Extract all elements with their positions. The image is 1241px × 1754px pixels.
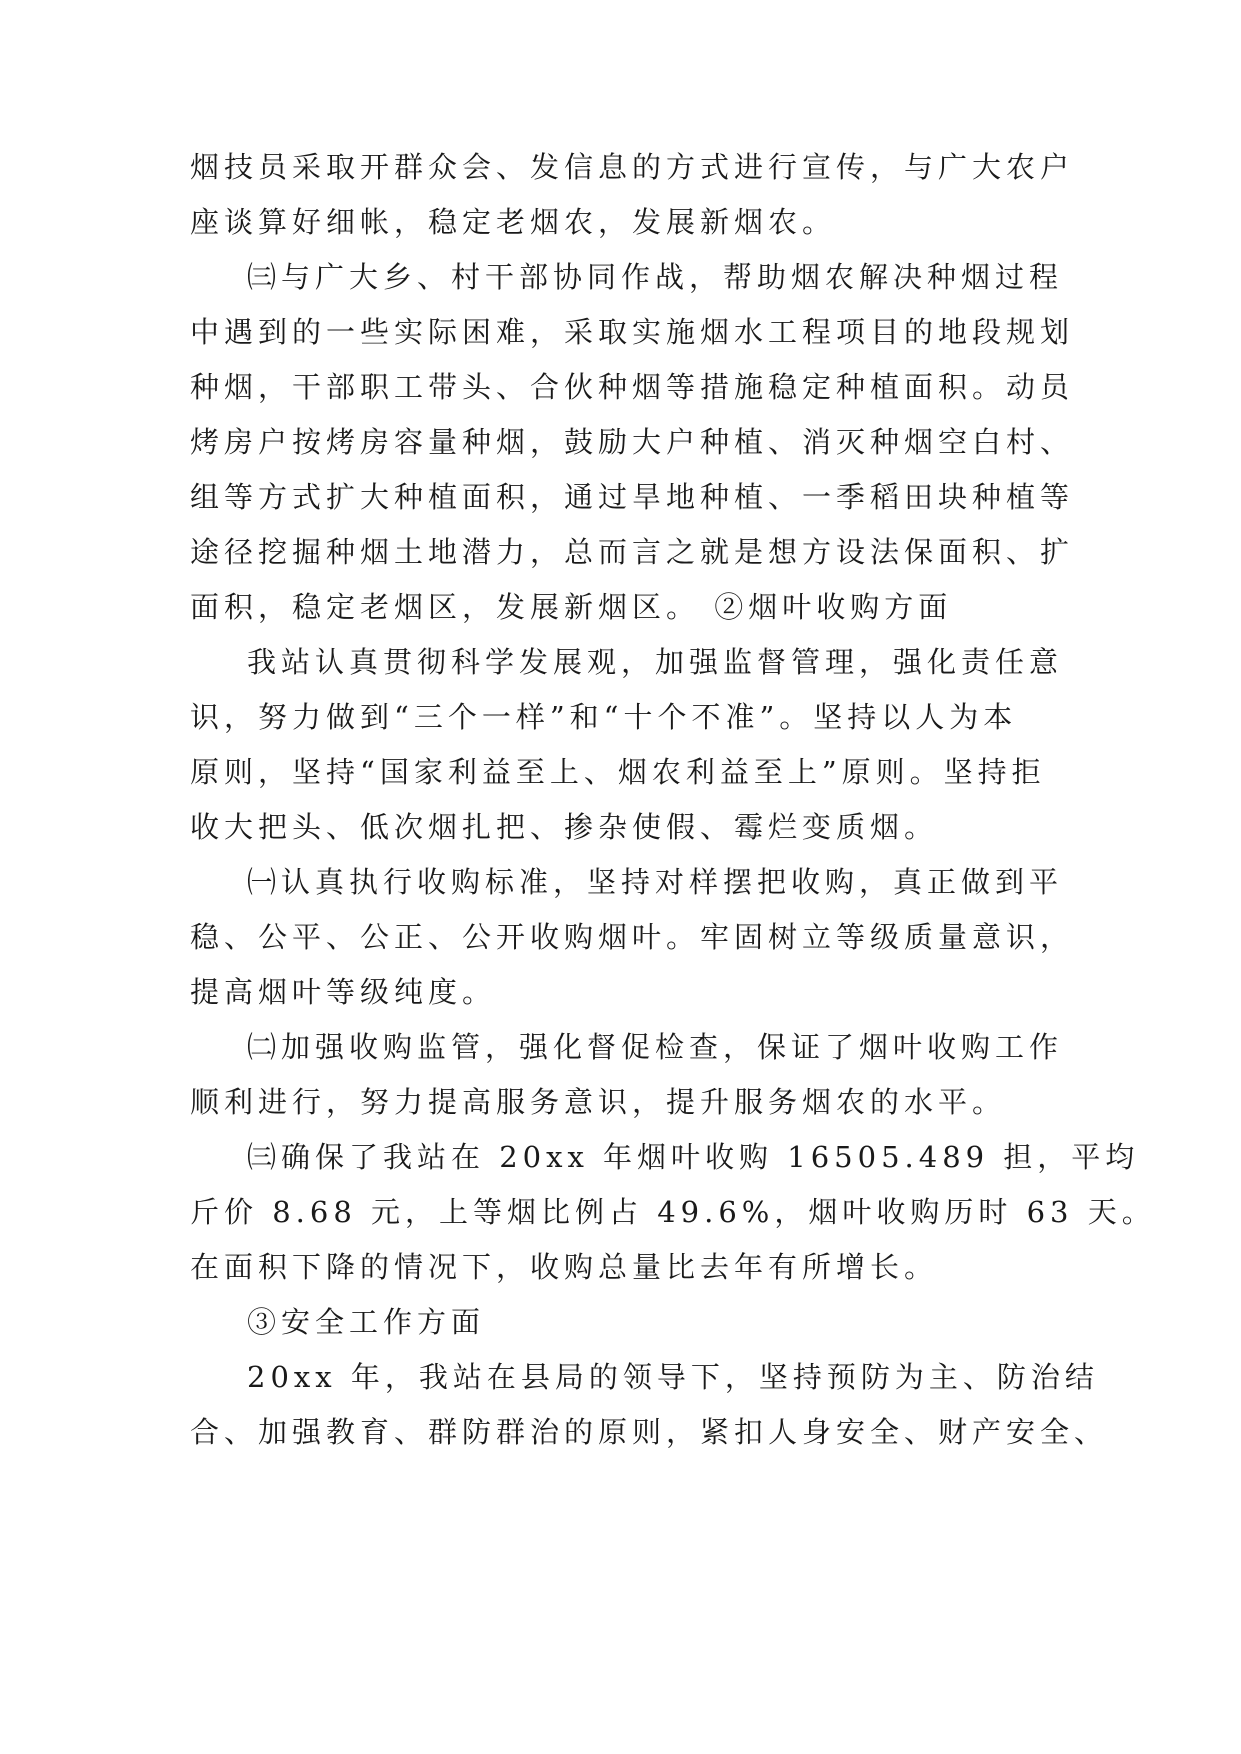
text-line: ㈠认真执行收购标准，坚持对样摆把收购，真正做到平 (247, 865, 1064, 899)
text-line: 20xx 年，我站在县局的领导下，坚持预防为主、防治结 (247, 1360, 1099, 1394)
text-line: ㈡加强收购监管，强化督促检查，保证了烟叶收购工作 (247, 1030, 1064, 1064)
text-line: 面积，稳定老烟区，发展新烟区。 ②烟叶收购方面 (190, 590, 953, 624)
text-line: 中遇到的一些实际困难，采取实施烟水工程项目的地段规划 (190, 315, 1075, 349)
text-line: ㈢确保了我站在 20xx 年烟叶收购 16505.489 担，平均 (247, 1140, 1140, 1174)
text-line: 收大把头、低次烟扎把、掺杂使假、霉烂变质烟。 (190, 810, 939, 844)
text-line: 合、加强教育、群防群治的原则，紧扣人身安全、财产安全、 (190, 1415, 1109, 1449)
text-line: 在面积下降的情况下，收购总量比去年有所增长。 (190, 1250, 939, 1284)
text-line: 我站认真贯彻科学发展观，加强监督管理，强化责任意 (247, 645, 1064, 679)
text-line: ㈢与广大乡、村干部协同作战，帮助烟农解决种烟过程 (247, 260, 1064, 294)
text-line: 途径挖掘种烟土地潜力，总而言之就是想方设法保面积、扩 (190, 535, 1075, 569)
text-line: 座谈算好细帐，稳定老烟农，发展新烟农。 (190, 205, 837, 239)
text-line: 稳、公平、公正、公开收购烟叶。牢固树立等级质量意识， (190, 920, 1075, 954)
text-line: 提高烟叶等级纯度。 (190, 975, 497, 1009)
text-line: 烟技员采取开群众会、发信息的方式进行宣传，与广大农户 (190, 150, 1075, 184)
text-line: 烤房户按烤房容量种烟，鼓励大户种植、消灭种烟空白村、 (190, 425, 1075, 459)
text-line: 识，努力做到“三个一样”和“十个不准”。坚持以人为本 (190, 700, 1018, 734)
text-line: 原则，坚持“国家利益至上、烟农利益至上”原则。坚持拒 (190, 755, 1046, 789)
text-line: 组等方式扩大种植面积，通过旱地种植、一季稻田块种植等 (190, 480, 1075, 514)
text-line: 种烟，干部职工带头、合伙种烟等措施稳定种植面积。动员 (190, 370, 1075, 404)
section-heading: ③安全工作方面 (247, 1305, 486, 1339)
text-line: 斤价 8.68 元，上等烟比例占 49.6%，烟叶收购历时 63 天。 (190, 1195, 1156, 1229)
text-line: 顺利进行，努力提高服务意识，提升服务烟农的水平。 (190, 1085, 1007, 1119)
